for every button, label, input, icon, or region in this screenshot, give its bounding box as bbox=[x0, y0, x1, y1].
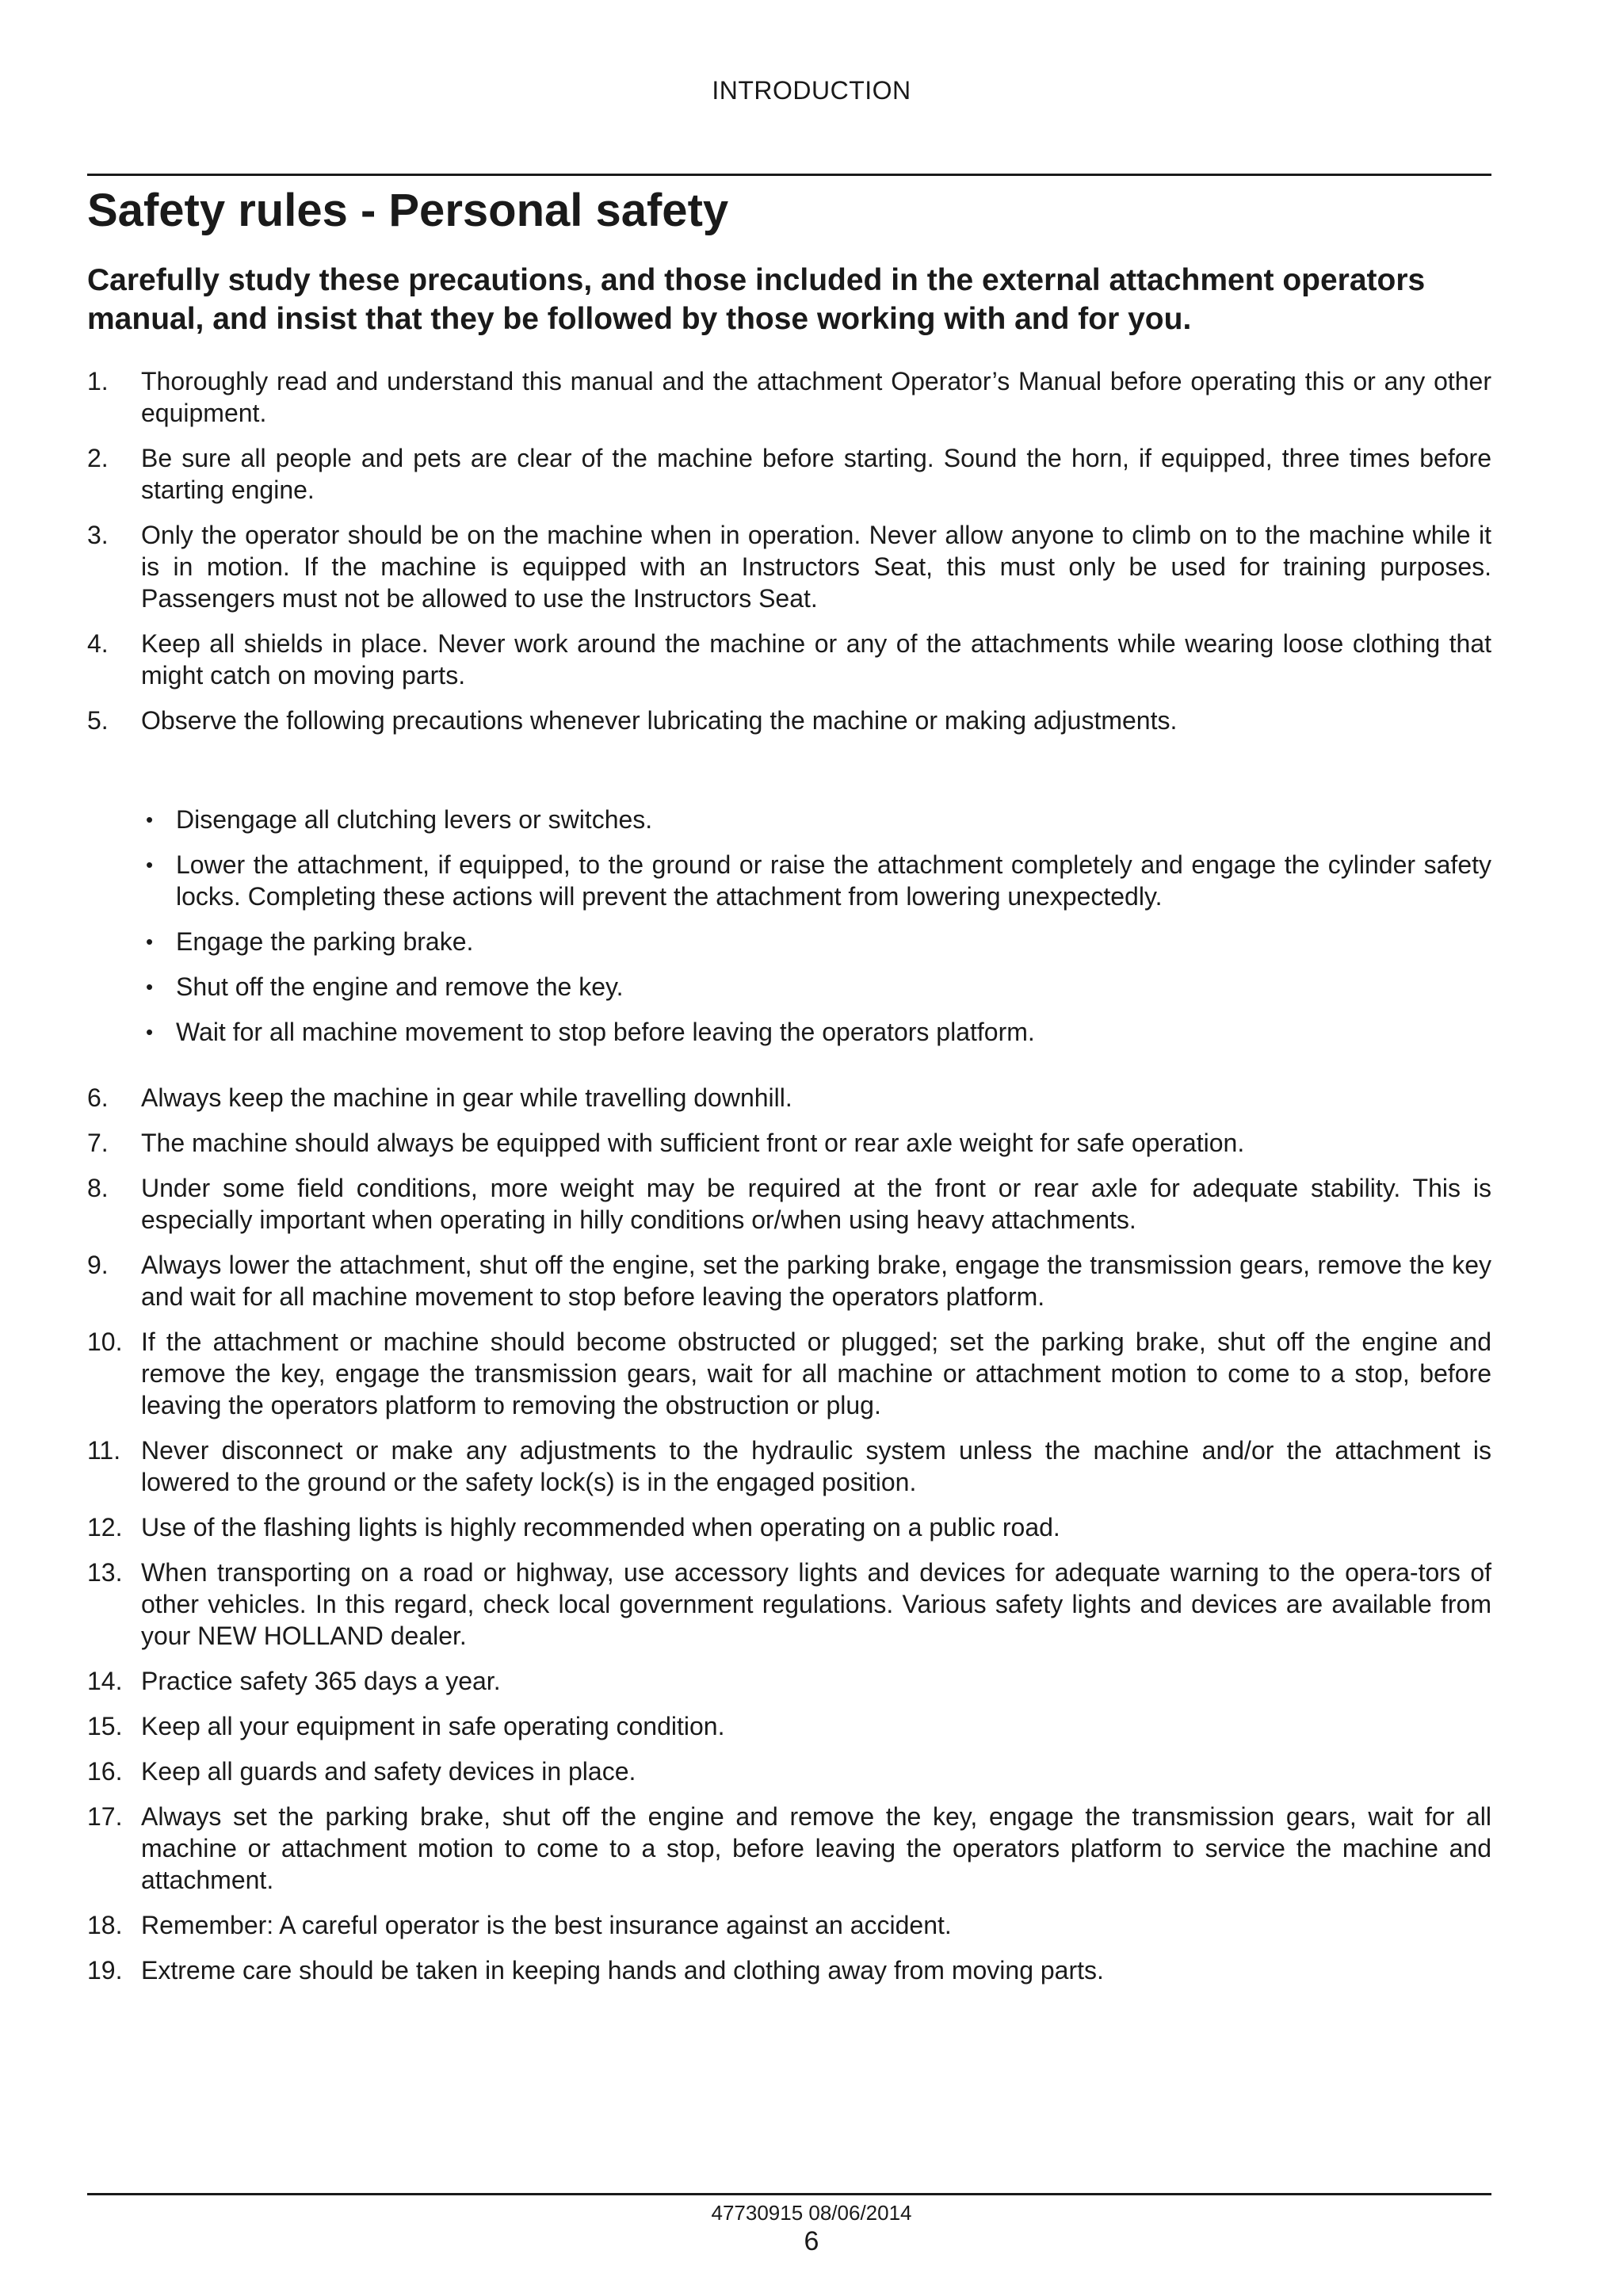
item-number: 13. bbox=[87, 1558, 123, 1587]
document-id: 47730915 08/06/2014 bbox=[711, 2201, 912, 2225]
item-number: 11. bbox=[87, 1436, 121, 1465]
bullet-icon: • bbox=[146, 975, 154, 999]
item-text: When transporting on a road or highway, use accessory lights and devices for adequate warning to the opera-tors of other vehicles. In this regard, check local government regulations. Various safety lights and devices are available from your NEW HOLLAND dealer. bbox=[141, 1558, 1491, 1650]
item-number: 5. bbox=[87, 706, 109, 735]
list-item bbox=[87, 365, 1491, 429]
bullet-text: Engage the parking brake. bbox=[176, 927, 474, 956]
item-number: 16. bbox=[87, 1757, 123, 1786]
list-item bbox=[87, 1557, 1491, 1652]
list-item bbox=[87, 1082, 1491, 1114]
bullet-icon: • bbox=[146, 808, 154, 831]
item-number: 7. bbox=[87, 1129, 109, 1157]
bullet-text: Lower the attachment, if equipped, to the ground or raise the attachment completely and engage the cylinder safety locks. Completing these actions will prevent the attachment from lowering unexpectedly. bbox=[176, 850, 1491, 911]
bullet-text: Shut off the engine and remove the key. bbox=[176, 972, 624, 1001]
list-item bbox=[87, 705, 1491, 736]
list-item bbox=[87, 1710, 1491, 1742]
item-text: Thoroughly read and understand this manual and the attachment Operator’s Manual before operating this or any other equipment. bbox=[141, 367, 1491, 427]
list-item bbox=[87, 1511, 1491, 1543]
list-item bbox=[87, 628, 1491, 691]
list-item bbox=[87, 1172, 1491, 1236]
bullet-text: Wait for all machine movement to stop before leaving the operators platform. bbox=[176, 1018, 1035, 1046]
item-number: 15. bbox=[87, 1712, 123, 1740]
lubrication-precautions-list bbox=[146, 804, 1491, 1061]
item-text: Be sure all people and pets are clear of the machine before starting. Sound the horn, if equipped, three times before starting engine. bbox=[141, 444, 1491, 504]
footer-rule bbox=[87, 2193, 1491, 2195]
item-number: 18. bbox=[87, 1911, 123, 1939]
list-item bbox=[87, 1909, 1491, 1941]
header-rule bbox=[87, 174, 1491, 176]
item-number: 17. bbox=[87, 1802, 123, 1831]
item-number: 3. bbox=[87, 521, 109, 549]
item-text: Use of the flashing lights is highly recommended when operating on a public road. bbox=[141, 1513, 1060, 1541]
item-number: 6. bbox=[87, 1083, 109, 1112]
item-text: If the attachment or machine should become obstructed or plugged; set the parking brake, shut off the engine and remove the key, engage the transmission gears, wait for all machine or attachment motion to come to a stop, before leaving the operators platform to removing the obstruction or plug. bbox=[141, 1328, 1491, 1419]
item-text: Keep all your equipment in safe operating condition. bbox=[141, 1712, 725, 1740]
intro-paragraph: Carefully study these precautions, and those included in the external attachment operators manual, and insist that they be followed by those working with and for you. bbox=[87, 263, 1426, 336]
item-number: 19. bbox=[87, 1956, 123, 1985]
list-item bbox=[87, 1755, 1491, 1787]
safety-rules-list-part-1 bbox=[87, 365, 1491, 750]
item-text: Practice safety 365 days a year. bbox=[141, 1667, 501, 1695]
item-text: The machine should always be equipped with sufficient front or rear axle weight for safe operation. bbox=[141, 1129, 1245, 1157]
list-item bbox=[87, 1127, 1491, 1159]
item-number: 10. bbox=[87, 1328, 123, 1356]
bullet-item bbox=[146, 926, 1491, 957]
bullet-item bbox=[146, 804, 1491, 835]
bullet-item bbox=[146, 849, 1491, 912]
page-number: 6 bbox=[804, 2226, 819, 2256]
item-number: 8. bbox=[87, 1174, 109, 1202]
item-text: Observe the following precautions whenever lubricating the machine or making adjustments. bbox=[141, 706, 1178, 735]
safety-rules-list-part-2 bbox=[87, 1082, 1491, 2000]
list-item bbox=[87, 1435, 1491, 1498]
page-title: Safety rules - Personal safety bbox=[87, 185, 729, 236]
item-text: Extreme care should be taken in keeping hands and clothing away from moving parts. bbox=[141, 1956, 1104, 1985]
list-item bbox=[87, 1326, 1491, 1421]
item-text: Only the operator should be on the machine when in operation. Never allow anyone to climb on to the machine while it is in motion. If the machine is equipped with an Instructors Seat, this must only be used for training purposes. Passengers must not be allowed to use the Instructors Seat. bbox=[141, 521, 1491, 613]
item-text: Never disconnect or make any adjustments to the hydraulic system unless the machine and/or the attachment is lowered to the ground or the safety lock(s) is in the engaged position. bbox=[141, 1436, 1491, 1496]
list-item bbox=[87, 1249, 1491, 1312]
item-number: 2. bbox=[87, 444, 109, 472]
list-item bbox=[87, 1954, 1491, 1986]
item-text: Always keep the machine in gear while travelling downhill. bbox=[141, 1083, 792, 1112]
bullet-icon: • bbox=[146, 853, 154, 877]
bullet-item bbox=[146, 971, 1491, 1003]
item-number: 1. bbox=[87, 367, 109, 395]
bullet-item bbox=[146, 1016, 1491, 1048]
item-text: Always set the parking brake, shut off the engine and remove the key, engage the transmission gears, wait for all machine or attachment motion to come to a stop, before leaving the operators platform to service the machine and attachment. bbox=[141, 1802, 1491, 1894]
list-item bbox=[87, 1665, 1491, 1697]
list-item bbox=[87, 519, 1491, 614]
bullet-text: Disengage all clutching levers or switches. bbox=[176, 805, 653, 834]
item-text: Keep all guards and safety devices in place. bbox=[141, 1757, 636, 1786]
item-text: Remember: A careful operator is the best insurance against an accident. bbox=[141, 1911, 952, 1939]
bullet-icon: • bbox=[146, 930, 154, 953]
item-text: Keep all shields in place. Never work around the machine or any of the attachments while wearing loose clothing that might catch on moving parts. bbox=[141, 629, 1491, 690]
item-number: 14. bbox=[87, 1667, 123, 1695]
item-number: 12. bbox=[87, 1513, 123, 1541]
running-header: INTRODUCTION bbox=[712, 76, 911, 105]
list-item bbox=[87, 442, 1491, 506]
item-text: Always lower the attachment, shut off the engine, set the parking brake, engage the transmission gears, remove the key and wait for all machine movement to stop before leaving the operators platform. bbox=[141, 1251, 1491, 1311]
bullet-icon: • bbox=[146, 1020, 154, 1044]
item-number: 9. bbox=[87, 1251, 109, 1279]
list-item bbox=[87, 1801, 1491, 1896]
item-number: 4. bbox=[87, 629, 109, 658]
item-text: Under some field conditions, more weight may be required at the front or rear axle for adequate stability. This is especially important when operating in hilly conditions or/when using heavy attachments. bbox=[141, 1174, 1491, 1234]
